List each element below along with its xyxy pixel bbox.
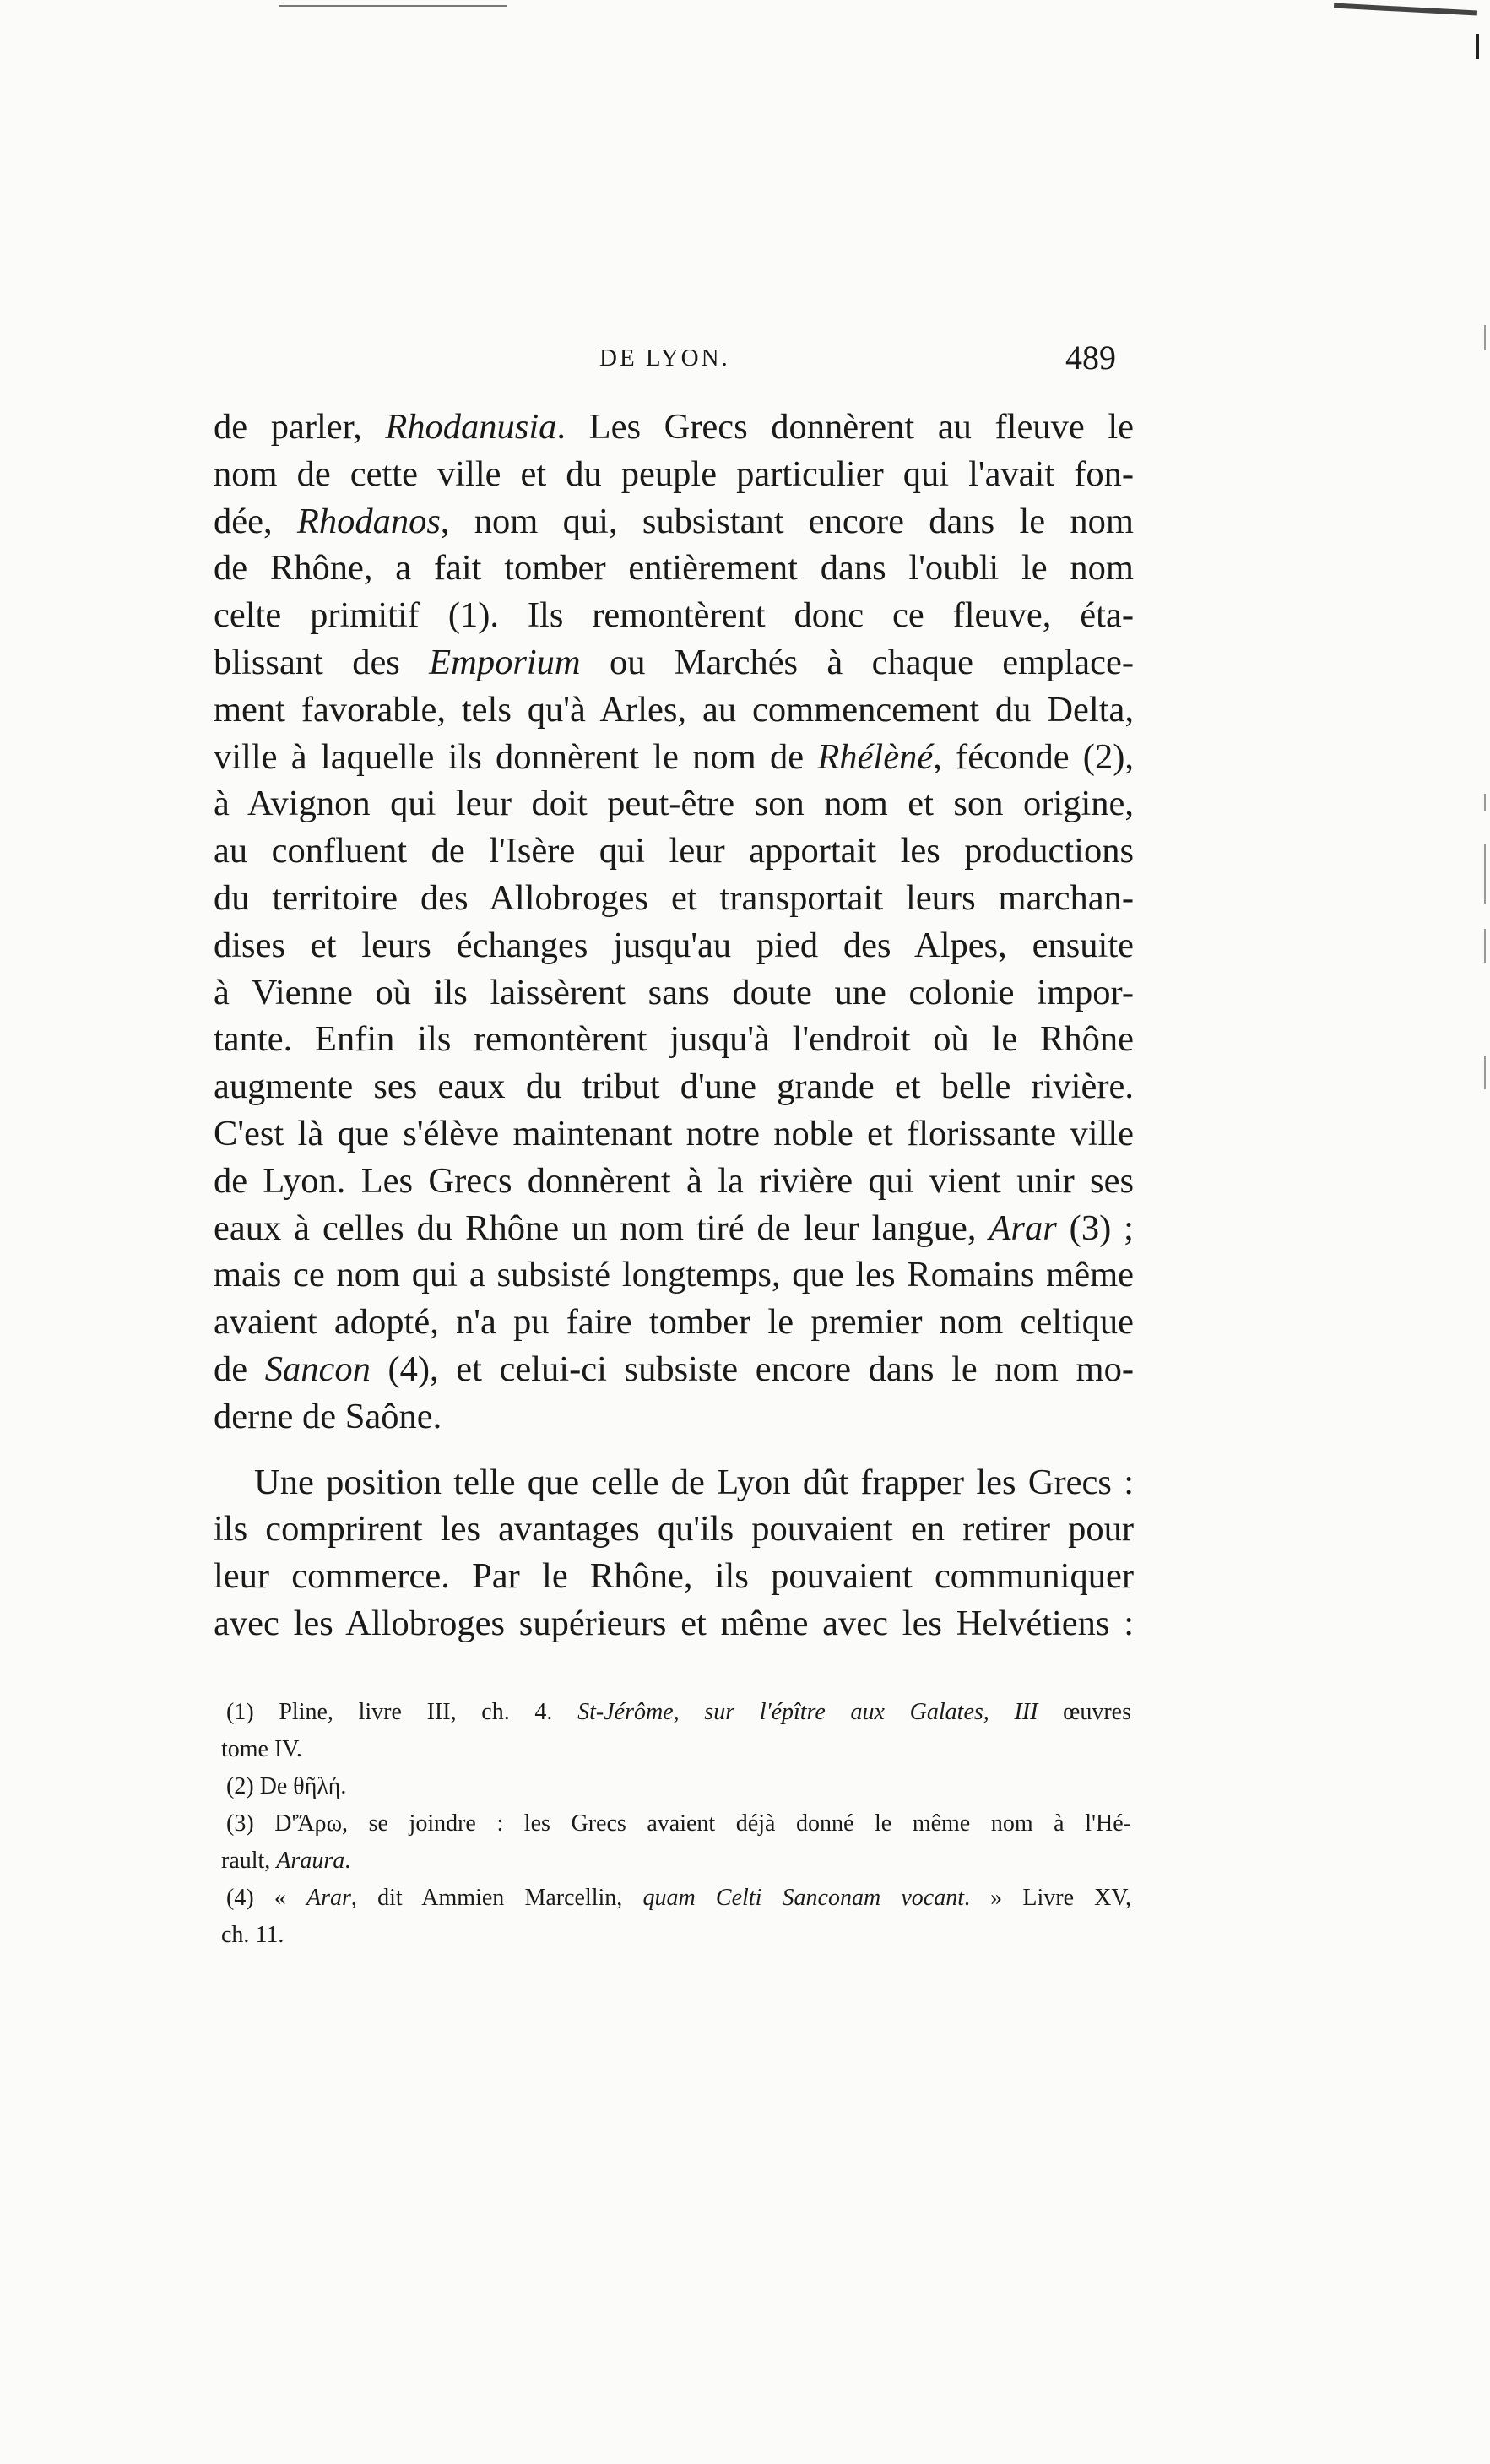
text-line: derne de Saône. xyxy=(214,1396,442,1436)
footnotes xyxy=(221,1694,1131,1954)
text-line: celte primitif (1). Ils remontèrent donc ce fleuve, éta- xyxy=(214,595,1134,636)
paragraph xyxy=(214,404,1134,1441)
text-line: blissant des Emporium ou Marchés à chaque emplace- xyxy=(214,642,1134,682)
text-line: de parler, Rhodanusia. Les Grecs donnèrent au fleuve le xyxy=(214,407,1134,447)
footnote-line: (4) « Arar, dit Ammien Marcellin, quam Celti Sanconam vocant. » Livre XV, xyxy=(226,1885,1132,1911)
text-line: ils comprirent les avantages qu'ils pouvaient en retirer pour xyxy=(214,1509,1134,1549)
text-line: nom de cette ville et du peuple particulier qui l'avait fon- xyxy=(214,453,1134,494)
paragraph-gap xyxy=(214,1441,1134,1459)
text-line: de Lyon. Les Grecs donnèrent à la rivière qui vient unir ses xyxy=(214,1160,1134,1201)
scan-artifact xyxy=(1484,1056,1486,1089)
text-line: de Rhône, a fait tomber entièrement dans l'oubli le nom xyxy=(214,548,1134,589)
footnote xyxy=(221,1694,1131,1768)
footnote-line: (2) De θῆλή. xyxy=(226,1773,347,1799)
footnote xyxy=(221,1805,1131,1880)
text-line: leur commerce. Par le Rhône, ils pouvaient communiquer xyxy=(214,1556,1134,1597)
scan-artifact xyxy=(1476,34,1479,59)
text-line: avec les Allobroges supérieurs et même avec les Helvétiens : xyxy=(214,1603,1134,1643)
text-line: du territoire des Allobroges et transportait leurs marchan- xyxy=(214,877,1134,918)
main-text xyxy=(214,404,1134,1647)
text-line: à Avignon qui leur doit peut-être son nom et son origine, xyxy=(214,784,1134,824)
text-line: de Sancon (4), et celui-ci subsiste encore dans le nom mo- xyxy=(214,1349,1134,1389)
text-line: mais ce nom qui a subsisté longtemps, que les Romains même xyxy=(214,1255,1134,1295)
scan-artifact xyxy=(1334,3,1477,16)
footnote-line: (3) D'Ἄρω, se joindre : les Grecs avaient déjà donné le même nom à l'Hé- xyxy=(226,1810,1131,1837)
scan-artifact xyxy=(1484,929,1486,963)
text-line: C'est là que s'élève maintenant notre noble et florissante ville xyxy=(214,1113,1134,1153)
page-number: 489 xyxy=(1065,339,1116,377)
footnote-line: (1) Pline, livre III, ch. 4. St-Jérôme, sur l'épître aux Galates, III œuvres xyxy=(226,1699,1132,1725)
footnote-line: ch. 11. xyxy=(221,1922,284,1948)
text-line: ville à laquelle ils donnèrent le nom de Rhélèné, féconde (2), xyxy=(214,736,1134,777)
text-line: eaux à celles du Rhône un nom tiré de leur langue, Arar (3) ; xyxy=(214,1208,1134,1248)
text-line: tante. Enfin ils remontèrent jusqu'à l'endroit où le Rhône xyxy=(214,1019,1134,1060)
scan-artifact xyxy=(1484,844,1486,904)
scan-artifact xyxy=(279,5,507,7)
scan-artifact xyxy=(1484,794,1486,811)
text-line: augmente ses eaux du tribut d'une grande et belle rivière. xyxy=(214,1066,1134,1107)
text-line: dée, Rhodanos, nom qui, subsistant encore dans le nom xyxy=(214,501,1134,541)
paragraph xyxy=(214,1459,1134,1647)
text-line: Une position telle que celle de Lyon dût frapper les Grecs : xyxy=(254,1462,1134,1502)
footnote xyxy=(221,1880,1131,1954)
text-line: au confluent de l'Isère qui leur apportait les productions xyxy=(214,831,1134,871)
text-line: avaient adopté, n'a pu faire tomber le premier nom celtique xyxy=(214,1302,1134,1343)
scan-artifact xyxy=(1484,325,1486,350)
running-header: DE LYON. xyxy=(599,345,730,372)
text-line: ment favorable, tels qu'à Arles, au commencement du Delta, xyxy=(214,689,1134,730)
text-line: dises et leurs échanges jusqu'au pied des Alpes, ensuite xyxy=(214,925,1134,965)
footnote xyxy=(221,1768,1131,1805)
text-line: à Vienne où ils laissèrent sans doute une colonie impor- xyxy=(214,972,1134,1012)
footnote-line: tome IV. xyxy=(221,1736,302,1762)
footnote-line: rault, Araura. xyxy=(221,1848,351,1874)
